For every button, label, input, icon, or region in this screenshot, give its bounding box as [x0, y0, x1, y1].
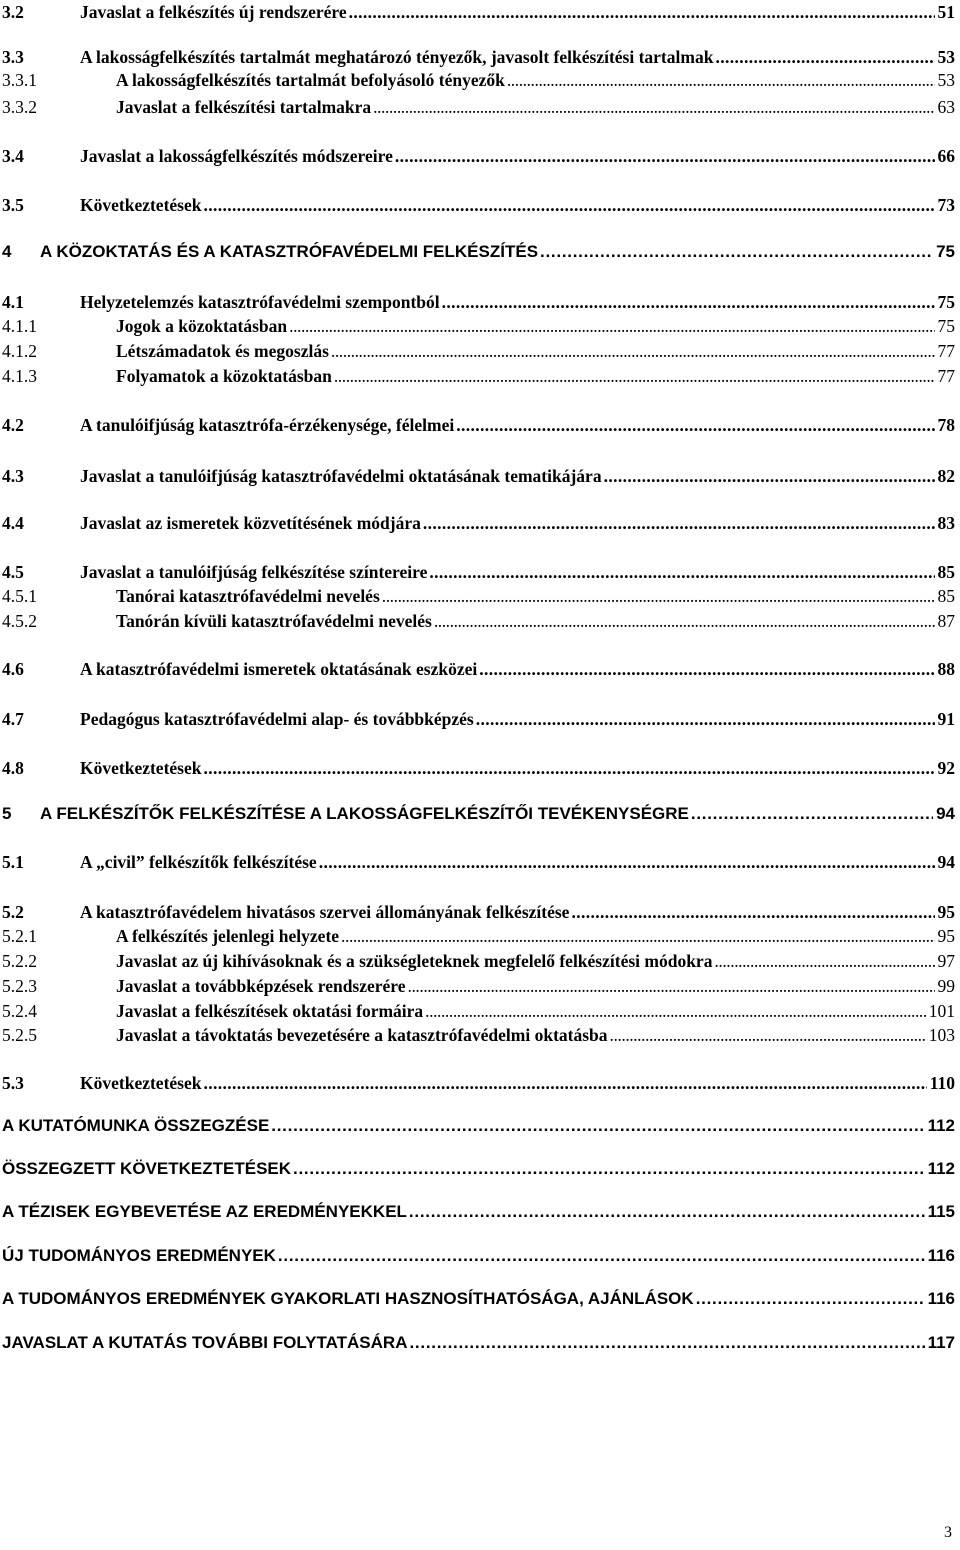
toc-entry-number: 4: [2, 242, 12, 261]
dot-leader: [271, 1116, 924, 1136]
toc-entry[interactable]: [2, 659, 955, 680]
toc-entry-page: 82: [937, 466, 955, 486]
toc-entry[interactable]: [2, 926, 955, 947]
dot-leader: [696, 1289, 925, 1309]
toc-entry-number: 5: [2, 804, 12, 823]
dot-leader: [434, 611, 935, 632]
toc-entry[interactable]: [2, 586, 955, 607]
toc-entry-page: 73: [937, 195, 955, 215]
toc-entry-page: 66: [937, 146, 955, 166]
toc-entry-number: 4.1.3: [2, 366, 37, 386]
toc-entry[interactable]: [2, 1289, 955, 1309]
toc-entry-page: 112: [927, 1116, 955, 1135]
toc-entry-title: Következtetések: [80, 195, 202, 215]
toc-entry[interactable]: [2, 1333, 955, 1353]
toc-entry-page: 116: [927, 1289, 955, 1308]
toc-entry[interactable]: [2, 47, 955, 68]
toc-entry-page: 85: [937, 562, 955, 582]
toc-entry[interactable]: [2, 415, 955, 436]
dot-leader: [476, 709, 935, 730]
toc-entry-number: 5.2.3: [2, 976, 37, 996]
dot-leader: [331, 341, 935, 362]
toc-entry-page: 77: [937, 366, 955, 386]
toc-entry-title: A FELKÉSZÍTŐK FELKÉSZÍTÉSE A LAKOSSÁGFELKÉSZÍTŐI TEVÉKENYSÉGRE: [40, 804, 689, 823]
toc-entry-title: JAVASLAT A KUTATÁS TOVÁBBI FOLYTATÁSÁRA: [2, 1333, 408, 1352]
toc-entry[interactable]: [2, 70, 955, 91]
toc-entry-page: 85: [937, 586, 955, 606]
toc-entry[interactable]: [2, 1001, 955, 1022]
dot-leader: [373, 97, 934, 118]
toc-entry-page: 83: [937, 513, 955, 533]
toc-entry-title: A katasztrófavédelem hivatásos szervei állományának felkészítése: [80, 902, 570, 922]
toc-entry-number: 4.8: [2, 758, 24, 778]
toc-entry[interactable]: [2, 316, 955, 337]
toc-entry-page: 53: [937, 47, 955, 67]
dot-leader: [423, 513, 935, 534]
toc-entry-title: A lakosságfelkészítés tartalmát befolyásoló tényezők: [116, 70, 505, 90]
toc-entry-title: A tanulóifjúság katasztrófa-érzékenysége, félelmei: [80, 415, 455, 435]
dot-leader: [293, 1159, 925, 1179]
toc-entry-number: 5.2.4: [2, 1001, 37, 1021]
dot-leader: [429, 562, 934, 583]
toc-entry-number: 4.4: [2, 513, 24, 533]
toc-entry-page: 95: [937, 902, 955, 922]
toc-entry[interactable]: [2, 758, 955, 779]
toc-entry-title: Javaslat az ismeretek közvetítésének módjára: [80, 513, 421, 533]
toc-entry-page: 91: [937, 709, 955, 729]
toc-entry-title: Javaslat az új kihívásoknak és a szükségleteknek megfelelő felkészítési módokra: [116, 951, 713, 971]
toc-entry-page: 117: [927, 1333, 955, 1352]
toc-entry[interactable]: [2, 976, 955, 997]
toc-entry-title: Javaslat a lakosságfelkészítés módszereire: [80, 146, 393, 166]
toc-entry-title: Pedagógus katasztrófavédelmi alap- és továbbképzés: [80, 709, 474, 729]
dot-leader: [409, 1333, 924, 1353]
toc-entry-title: ÖSSZEGZETT KÖVETKEZTETÉSEK: [2, 1159, 292, 1178]
dot-leader: [610, 1025, 926, 1046]
toc-entry-title: Következtetések: [80, 1073, 202, 1093]
toc-entry-page: 77: [937, 341, 955, 361]
toc-entry-title: Javaslat a tanulóifjúság katasztrófavédelmi oktatásának tematikájára: [80, 466, 602, 486]
toc-entry-number: 3.3.1: [2, 70, 37, 90]
toc-entry-title: A katasztrófavédelmi ismeretek oktatásának eszközei: [80, 659, 478, 679]
toc-entry[interactable]: [2, 611, 955, 632]
dot-leader: [319, 852, 935, 873]
toc-entry[interactable]: [2, 341, 955, 362]
toc-entry-number: 5.2.5: [2, 1025, 37, 1045]
toc-entry[interactable]: [2, 466, 955, 487]
toc-entry-title: Tanórán kívüli katasztrófavédelmi nevelés: [116, 611, 432, 631]
toc-entry-page: 75: [937, 316, 955, 336]
dot-leader: [382, 586, 935, 607]
toc-entry-title: Javaslat a felkészítési tartalmakra: [116, 97, 372, 117]
toc-entry-number: 4.1: [2, 292, 24, 312]
dot-leader: [341, 926, 934, 947]
toc-entry[interactable]: [2, 195, 955, 216]
toc-entry-number: 4.5.1: [2, 586, 37, 606]
toc-entry-page: 115: [927, 1202, 955, 1221]
toc-entry[interactable]: [2, 1073, 955, 1094]
toc-entry-title: Tanórai katasztrófavédelmi nevelés: [116, 586, 380, 606]
dot-leader: [714, 951, 934, 972]
dot-leader: [278, 1246, 925, 1266]
dot-leader: [715, 47, 934, 68]
toc-entry-number: 4.1.2: [2, 341, 37, 361]
toc-entry[interactable]: [2, 1202, 955, 1222]
toc-entry-title: A KUTATÓMUNKA ÖSSZEGZÉSE: [2, 1116, 270, 1135]
toc-entry-title: A lakosságfelkészítés tartalmát meghatározó tényezők, javasolt felkészítési tartalmak: [80, 47, 714, 67]
toc-entry-title: A TUDOMÁNYOS EREDMÉNYEK GYAKORLATI HASZNOSÍTHATÓSÁGA, AJÁNLÁSOK: [2, 1289, 694, 1308]
toc-entry-page: 75: [936, 242, 955, 261]
dot-leader: [691, 804, 933, 824]
toc-entry-page: 51: [937, 2, 955, 22]
dot-leader: [334, 366, 935, 387]
toc-entry[interactable]: [2, 709, 955, 730]
toc-entry-page: 87: [937, 611, 955, 631]
toc-entry[interactable]: [2, 951, 955, 972]
toc-entry[interactable]: [2, 2, 955, 23]
toc-entry-number: 3.4: [2, 146, 24, 166]
toc-entry-number: 4.6: [2, 659, 24, 679]
toc-entry-title: Javaslat a tanulóifjúság felkészítése színtereire: [80, 562, 428, 582]
dot-leader: [203, 1073, 926, 1094]
toc-entry-number: 4.5.2: [2, 611, 37, 631]
toc-entry-page: 75: [937, 292, 955, 312]
toc-entry-page: 103: [928, 1025, 955, 1045]
dot-leader: [395, 146, 935, 167]
toc-entry-title: ÚJ TUDOMÁNYOS EREDMÉNYEK: [2, 1246, 276, 1265]
toc-entry[interactable]: [2, 146, 955, 167]
toc-entry-number: 3.3.2: [2, 97, 37, 117]
toc-entry-page: 88: [937, 659, 955, 679]
toc-entry-title: Javaslat a felkészítések oktatási formáira: [116, 1001, 424, 1021]
toc-entry-page: 112: [927, 1159, 955, 1178]
toc-entry[interactable]: [2, 1159, 955, 1179]
toc-entry-title: Létszámadatok és megoszlás: [116, 341, 329, 361]
toc-entry[interactable]: [2, 292, 955, 313]
toc-entry-number: 3.2: [2, 2, 24, 22]
toc-entry-page: 53: [937, 70, 955, 90]
toc-entry-title: Következtetések: [80, 758, 202, 778]
dot-leader: [409, 1202, 925, 1222]
toc-entry-title: Javaslat a továbbképzések rendszerére: [116, 976, 406, 996]
dot-leader: [456, 415, 934, 436]
toc-entry-title: Jogok a közoktatásban: [116, 316, 288, 336]
toc-entry-title: A TÉZISEK EGYBEVETÉSE AZ EREDMÉNYEKKEL: [2, 1202, 407, 1221]
dot-leader: [604, 466, 935, 487]
dot-leader: [425, 1001, 926, 1022]
dot-leader: [349, 2, 935, 23]
toc-entry-number: 5.3: [2, 1073, 24, 1093]
toc-entry-page: 63: [937, 97, 955, 117]
toc-entry[interactable]: [2, 1116, 955, 1136]
dot-leader: [289, 316, 934, 337]
toc-entry-number: 5.2.2: [2, 951, 37, 971]
toc-entry-number: 3.3: [2, 47, 24, 67]
toc-entry[interactable]: [2, 562, 955, 583]
toc-entry-number: 5.1: [2, 852, 24, 872]
toc-entry-page: 99: [937, 976, 955, 996]
toc-entry-page: 94: [936, 804, 955, 823]
dot-leader: [540, 242, 933, 262]
toc-entry[interactable]: [2, 1025, 955, 1046]
dot-leader: [408, 976, 935, 997]
dot-leader: [479, 659, 934, 680]
toc-entry-title: Javaslat a felkészítés új rendszerére: [80, 2, 347, 22]
toc-entry-number: 4.3: [2, 466, 24, 486]
toc-entry-title: Helyzetelemzés katasztrófavédelmi szempontból: [80, 292, 440, 312]
toc-entry-title: Javaslat a távoktatás bevezetésére a katasztrófavédelmi oktatásba: [116, 1025, 608, 1045]
toc-entry[interactable]: [2, 513, 955, 534]
toc-entry-page: 78: [937, 415, 955, 435]
toc-entry-page: 97: [937, 951, 955, 971]
dot-leader: [203, 758, 934, 779]
toc-entry[interactable]: [2, 242, 955, 262]
toc-entry-title: Folyamatok a közoktatásban: [116, 366, 332, 386]
toc-entry-title: A KÖZOKTATÁS ÉS A KATASZTRÓFAVÉDELMI FELKÉSZÍTÉS: [40, 242, 539, 261]
page-number: 3: [944, 1524, 952, 1541]
toc-entry[interactable]: [2, 804, 955, 824]
toc-entry-number: 5.2: [2, 902, 24, 922]
toc-entry-number: 5.2.1: [2, 926, 37, 946]
toc-entry[interactable]: [2, 1246, 955, 1266]
toc-entry-number: 3.5: [2, 195, 24, 215]
dot-leader: [203, 195, 934, 216]
toc-entry-number: 4.7: [2, 709, 24, 729]
toc-entry[interactable]: [2, 97, 955, 118]
dot-leader: [571, 902, 934, 923]
toc-entry[interactable]: [2, 902, 955, 923]
dot-leader: [442, 292, 935, 313]
toc-entry-page: 95: [937, 926, 955, 946]
toc-entry-number: 4.1.1: [2, 316, 37, 336]
dot-leader: [507, 70, 935, 91]
toc-entry-page: 116: [927, 1246, 955, 1265]
toc-entry-number: 4.5: [2, 562, 24, 582]
toc-entry[interactable]: [2, 852, 955, 873]
toc-entry-page: 92: [937, 758, 955, 778]
toc-entry-page: 101: [928, 1001, 955, 1021]
toc-entry-number: 4.2: [2, 415, 24, 435]
toc-entry-page: 94: [937, 852, 955, 872]
toc-entry-title: A „civil” felkészítők felkészítése: [80, 852, 317, 872]
toc-entry-page: 110: [929, 1073, 955, 1093]
toc-entry[interactable]: [2, 366, 955, 387]
toc-entry-title: A felkészítés jelenlegi helyzete: [116, 926, 340, 946]
